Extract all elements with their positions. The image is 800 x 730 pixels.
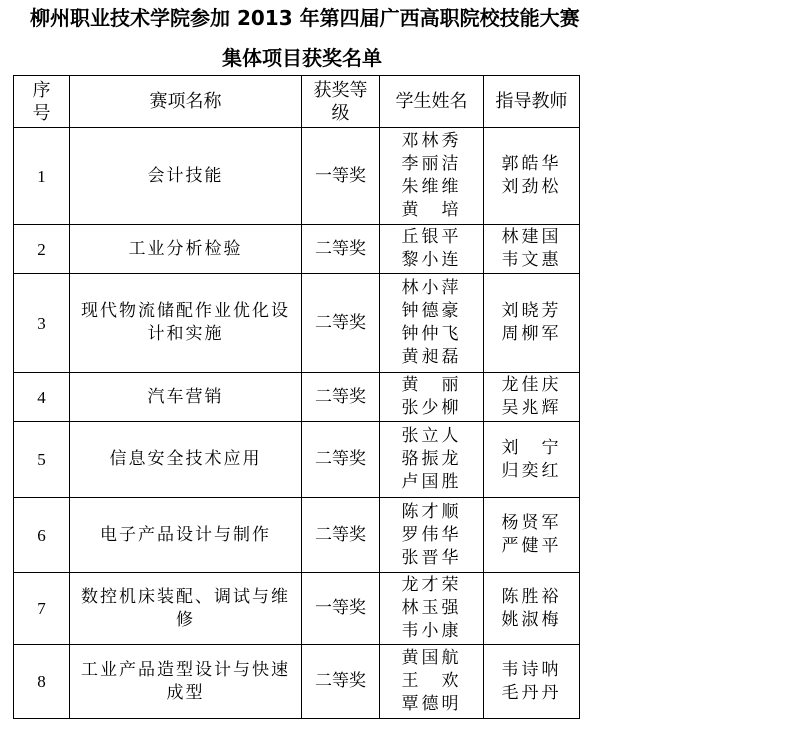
table-row <box>14 274 580 373</box>
student-name: 黄 培 <box>401 200 462 220</box>
event-name: 现代物流储配作业优化设计和实施 <box>81 301 290 344</box>
table-header-row <box>14 76 580 128</box>
teacher-name: 郭皓华 <box>501 154 562 174</box>
award-level: 一等奖 <box>302 128 380 225</box>
event-name: 会计技能 <box>147 165 224 186</box>
teacher-name: 归奕红 <box>501 460 562 481</box>
award-level: 二等奖 <box>302 274 380 373</box>
student-name: 黄国航 <box>401 648 462 668</box>
teacher-name: 毛丹丹 <box>501 682 562 703</box>
teacher-names <box>484 225 580 274</box>
teacher-names <box>484 373 580 422</box>
row-number: 8 <box>14 645 70 719</box>
event-name: 汽车营销 <box>147 386 224 407</box>
award-level: 一等奖 <box>302 573 380 645</box>
row-number: 5 <box>14 422 70 498</box>
event-name-cell <box>70 573 302 645</box>
event-name: 信息安全技术应用 <box>109 449 262 469</box>
teacher-name: 吴兆辉 <box>501 398 562 418</box>
student-names <box>380 274 484 373</box>
event-name: 数控机床装配、调试与维修 <box>81 586 290 630</box>
header-teachers: 指导教师 <box>484 76 580 128</box>
table-row <box>14 128 580 225</box>
teacher-names <box>484 274 580 373</box>
student-names <box>380 225 484 274</box>
teacher-name: 林建国 <box>501 227 562 247</box>
student-names <box>380 128 484 225</box>
student-name: 韦小康 <box>401 621 462 641</box>
teacher-name: 姚淑梅 <box>501 609 562 630</box>
header-event-name: 赛项名称 <box>70 76 302 128</box>
student-name: 黄昶磊 <box>401 347 462 367</box>
student-names <box>380 422 484 498</box>
student-name: 龙才荣 <box>401 575 462 595</box>
student-names <box>380 573 484 645</box>
row-number: 4 <box>14 373 70 422</box>
header-award-level: 获奖等 级 <box>302 76 380 128</box>
table-row <box>14 498 580 573</box>
student-name: 张晋华 <box>401 547 462 568</box>
event-name-cell <box>70 373 302 422</box>
student-name: 林小萍 <box>401 278 462 298</box>
student-name: 骆振龙 <box>401 449 462 469</box>
row-number: 1 <box>14 128 70 225</box>
student-name: 钟德豪 <box>401 301 462 321</box>
student-name: 王 欢 <box>401 671 462 691</box>
teacher-name: 周柳军 <box>501 324 562 344</box>
student-name: 黄 丽 <box>401 375 462 395</box>
table-row <box>14 422 580 498</box>
teacher-name: 刘劲松 <box>501 177 562 197</box>
student-name: 李丽洁 <box>401 154 462 174</box>
event-name: 电子产品设计与制作 <box>100 524 271 545</box>
student-name: 丘银平 <box>401 227 462 247</box>
student-names <box>380 498 484 573</box>
student-names <box>380 373 484 422</box>
teacher-name: 韦诗呐 <box>501 659 562 680</box>
teacher-name: 龙佳庆 <box>501 375 562 395</box>
award-level: 二等奖 <box>302 422 380 498</box>
student-name: 陈才顺 <box>401 501 462 522</box>
student-names <box>380 645 484 719</box>
student-name: 覃德明 <box>401 694 462 714</box>
award-level: 二等奖 <box>302 645 380 719</box>
award-level: 二等奖 <box>302 225 380 274</box>
document-title: 柳州职业技术学院参加 2013 年第四届广西高职院校技能大赛 <box>30 6 580 30</box>
event-name-cell <box>70 645 302 719</box>
teacher-name: 韦文惠 <box>501 250 562 270</box>
student-name: 林玉强 <box>401 598 462 618</box>
table-row <box>14 645 580 719</box>
event-name-cell <box>70 498 302 573</box>
table-row <box>14 573 580 645</box>
teacher-name: 刘晓芳 <box>501 301 562 321</box>
event-name-cell <box>70 128 302 225</box>
student-name: 卢国胜 <box>401 472 462 492</box>
event-name: 工业产品造型设计与快速成型 <box>81 659 290 703</box>
teacher-name: 刘 宁 <box>501 437 562 458</box>
awards-table <box>13 75 580 719</box>
student-name: 黎小连 <box>401 250 462 270</box>
student-name: 朱维维 <box>401 177 462 197</box>
row-number: 2 <box>14 225 70 274</box>
event-name-cell <box>70 225 302 274</box>
header-students: 学生姓名 <box>380 76 484 128</box>
row-number: 3 <box>14 274 70 373</box>
student-name: 张立人 <box>401 426 462 446</box>
student-name: 钟仲飞 <box>401 324 462 344</box>
document-subtitle: 集体项目获奖名单 <box>222 46 382 70</box>
teacher-names <box>484 128 580 225</box>
table-row <box>14 373 580 422</box>
teacher-names <box>484 645 580 719</box>
event-name-cell <box>70 274 302 373</box>
event-name: 工业分析检验 <box>128 238 243 259</box>
teacher-names <box>484 498 580 573</box>
teacher-name: 杨贤军 <box>501 513 562 533</box>
table-row <box>14 225 580 274</box>
student-name: 张少柳 <box>401 398 462 418</box>
teacher-name: 严健平 <box>501 536 562 556</box>
row-number: 7 <box>14 573 70 645</box>
header-no: 序 号 <box>14 76 70 128</box>
award-level: 二等奖 <box>302 498 380 573</box>
row-number: 6 <box>14 498 70 573</box>
event-name-cell <box>70 422 302 498</box>
teacher-names <box>484 422 580 498</box>
award-level: 二等奖 <box>302 373 380 422</box>
teacher-name: 陈胜裕 <box>501 586 562 607</box>
teacher-names <box>484 573 580 645</box>
student-name: 邓林秀 <box>401 131 462 151</box>
student-name: 罗伟华 <box>401 524 462 545</box>
